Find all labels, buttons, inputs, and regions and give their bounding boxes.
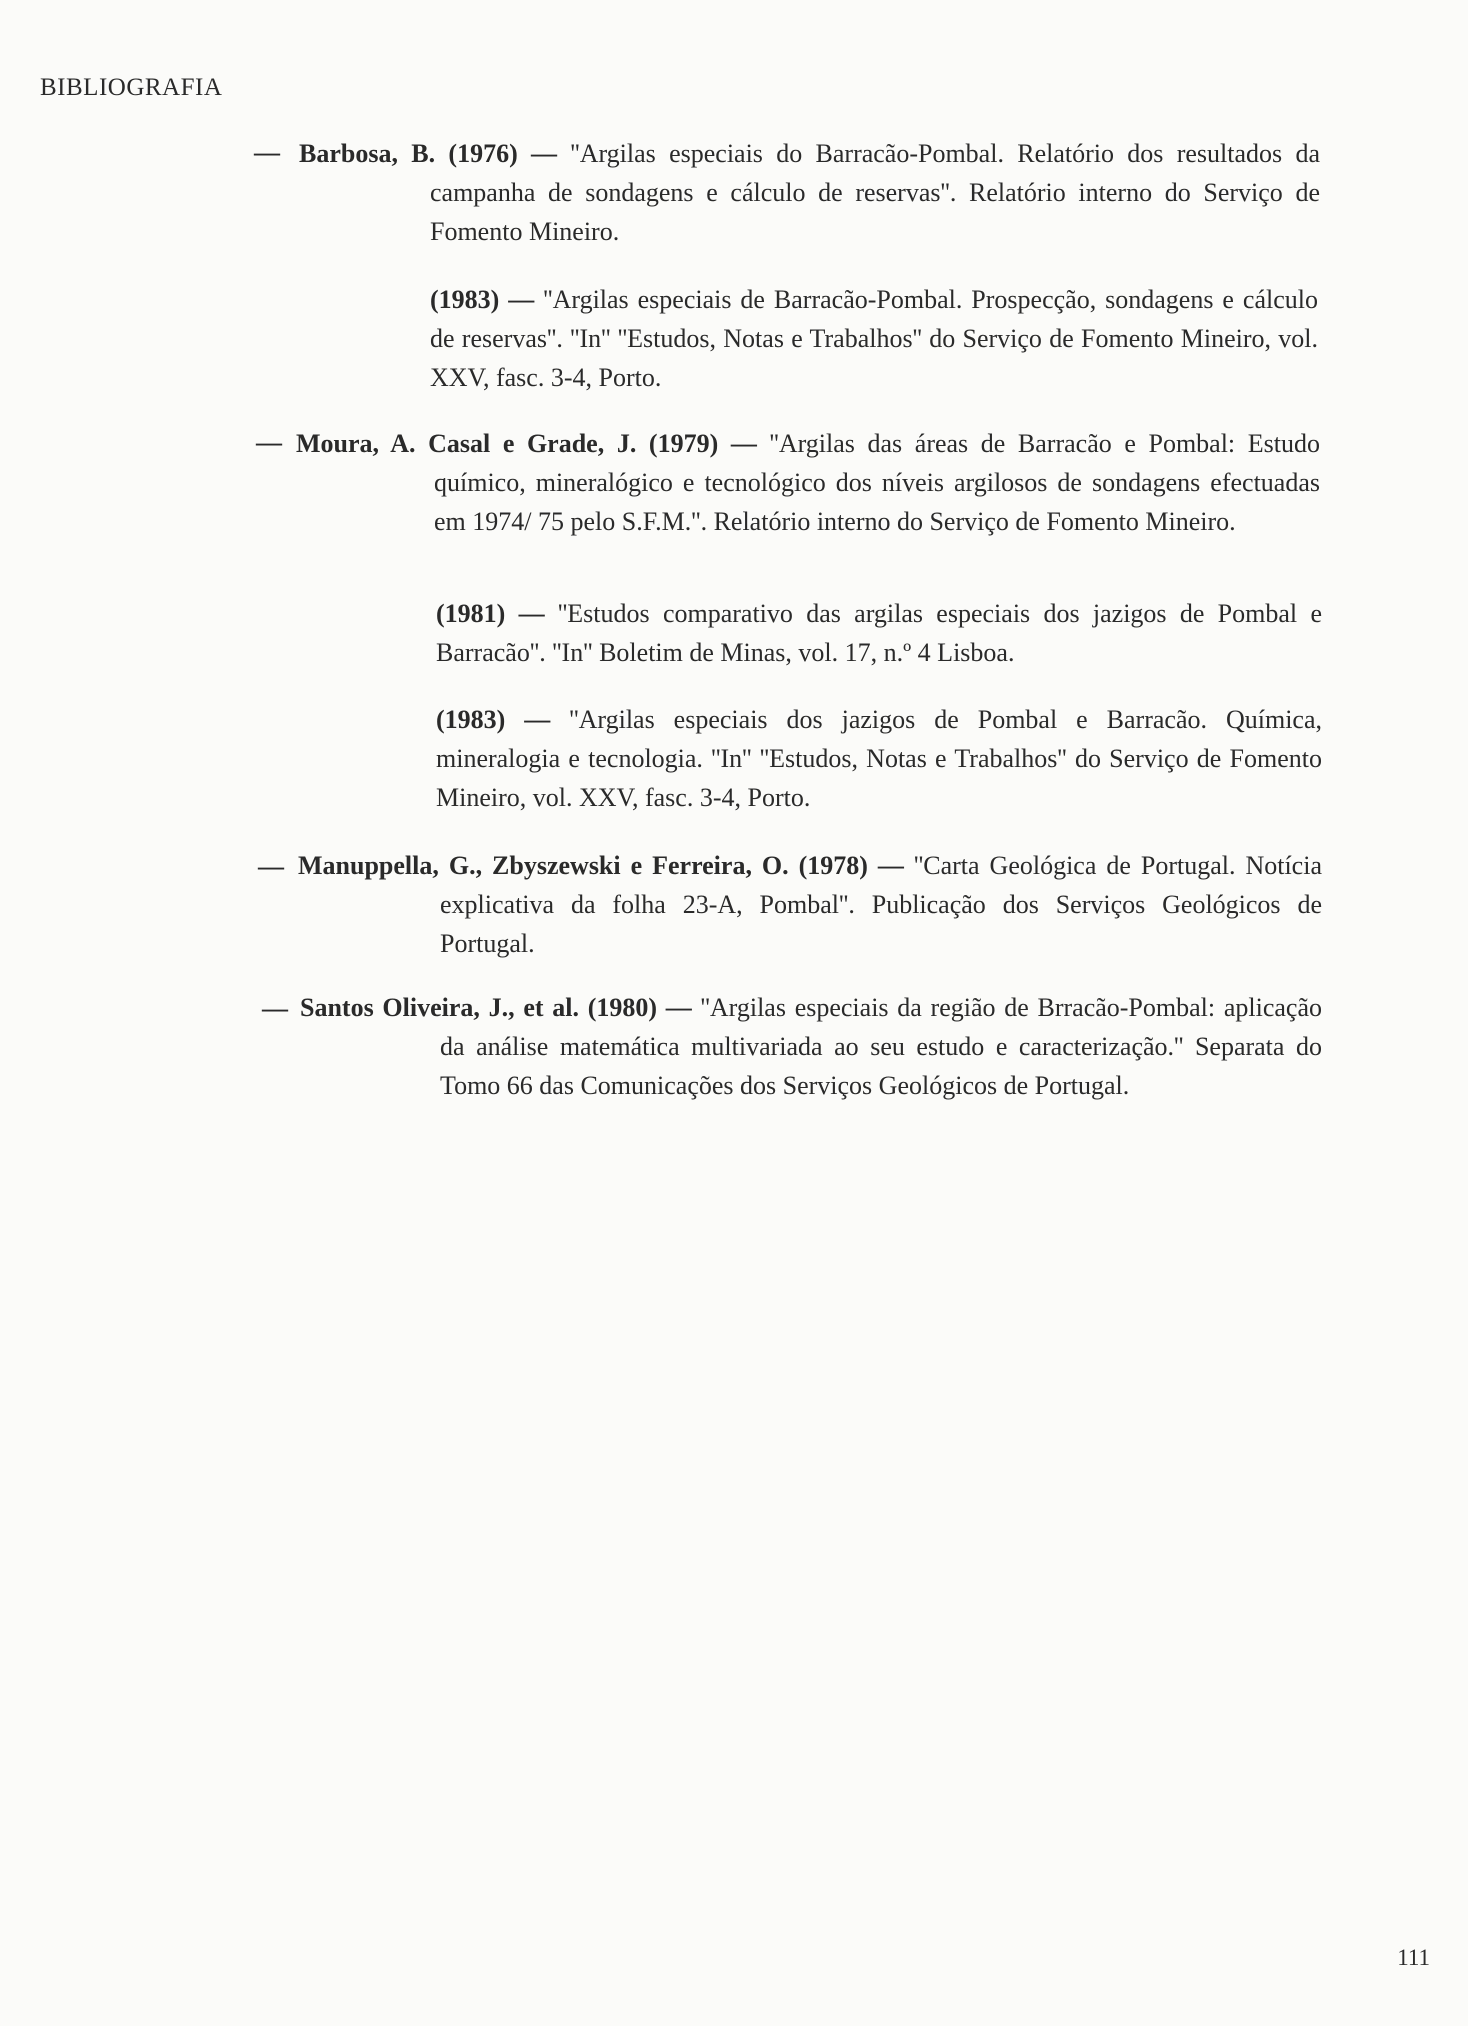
- entry-text: ''Argilas das áreas de Barracão e Pombal: Estudo químico, mineralógico e tecnológico dos níveis argilosos de sondagens efectuadas em 1974/ 75 pelo S.F.M.''. Relatório interno do Serviço de Fomento Mineiro.: [434, 429, 1320, 536]
- entry-dash: —: [256, 428, 282, 457]
- entry-text: ''Estudos comparativo das argilas especiais dos jazigos de Pombal e Barracão''. ''In'' Boletim de Minas, vol. 17, n.º 4 Lisboa.: [436, 599, 1322, 667]
- bibliography-entry: [296, 424, 1320, 541]
- entry-authors: (1983) —: [430, 285, 535, 314]
- entry-text: ''Argilas especiais de Barracão-Pombal. Prospecção, sondagens e cálculo de reservas''. ''In'' ''Estudos, Notas e Trabalhos'' do Serviço de Fomento Mineiro, vol. XXV, fasc. 3-4, Porto.: [430, 285, 1318, 392]
- entry-dash: —: [254, 138, 280, 167]
- bibliography-entry: [300, 988, 1322, 1105]
- bibliography-entry: [436, 594, 1322, 672]
- entry-authors: Manuppella, G., Zbyszewski e Ferreira, O. (1978) —: [298, 851, 904, 880]
- entry-dash: —: [262, 994, 288, 1023]
- entry-authors: Santos Oliveira, J., et al. (1980) —: [300, 993, 692, 1022]
- page-header: BIBLIOGRAFIA: [40, 74, 223, 101]
- bibliography-entry: [298, 846, 1322, 963]
- entry-text: ''Carta Geológica de Portugal. Notícia explicativa da folha 23-A, Pombal''. Publicação dos Serviços Geológicos de Portugal.: [440, 851, 1322, 958]
- entry-authors: Barbosa, B. (1976) —: [299, 139, 558, 168]
- bibliography-entry: [299, 134, 1320, 251]
- entry-authors: (1981) —: [436, 599, 545, 628]
- entry-text: ''Argilas especiais da região de Brracão-Pombal: aplicação da análise matemática multivariada ao seu estudo e caracterização.'' Separata do Tomo 66 das Comunicações dos Serviços Geológicos de Portugal.: [440, 993, 1322, 1100]
- bibliography-entry: [430, 280, 1318, 397]
- entry-authors: Moura, A. Casal e Grade, J. (1979) —: [296, 429, 757, 458]
- entry-text: ''Argilas especiais dos jazigos de Pombal e Barracão. Química, mineralogia e tecnologia. ''In'' ''Estudos, Notas e Trabalhos'' do Serviço de Fomento Mineiro, vol. XXV, fasc. 3-4, Porto.: [436, 705, 1322, 812]
- page-number: 111: [1397, 1945, 1430, 1970]
- entry-authors: (1983) —: [436, 705, 551, 734]
- bibliography-entry: [436, 700, 1322, 817]
- entry-dash: —: [258, 852, 284, 881]
- entry-text: ''Argilas especiais do Barracão-Pombal. Relatório dos resultados da campanha de sondagens e cálculo de reservas''. Relatório interno do Serviço de Fomento Mineiro.: [430, 139, 1320, 246]
